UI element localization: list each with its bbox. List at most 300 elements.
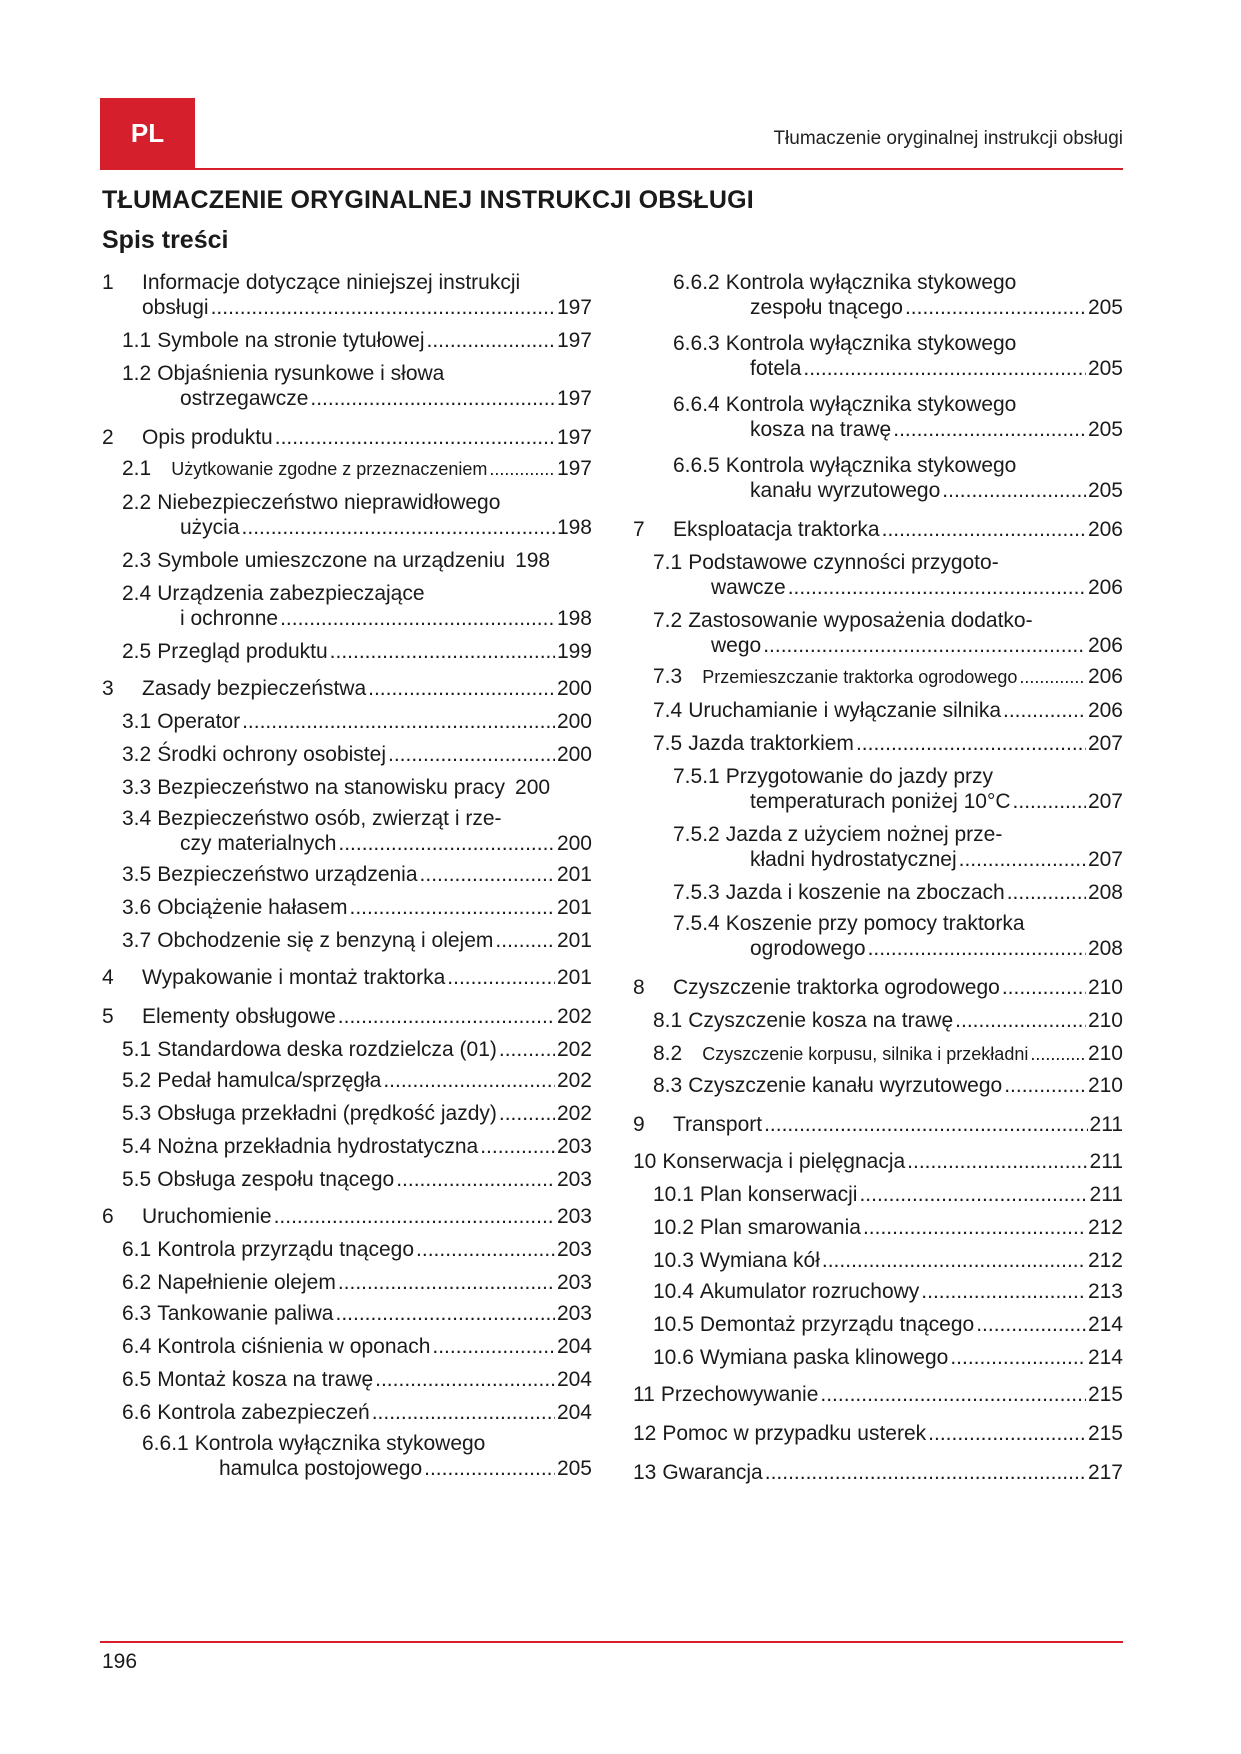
toc-dot-leader xyxy=(310,386,555,411)
toc-entry-title: wego xyxy=(711,634,762,657)
toc-entry-page: 217 xyxy=(1087,1461,1123,1484)
toc-entry-number: 10.3 xyxy=(653,1249,694,1272)
toc-entry[interactable] xyxy=(633,664,1123,690)
toc-dot-leader xyxy=(396,1167,555,1192)
toc-entry-number: 5.4 xyxy=(122,1135,152,1158)
toc-entry-number: 3.6 xyxy=(122,896,152,919)
toc-entry-number: 2.4 xyxy=(122,582,152,605)
toc-entry-page: 214 xyxy=(1087,1346,1123,1369)
toc-entry-title: Jazda i koszenie na zboczach xyxy=(725,881,1005,904)
toc-entry[interactable] xyxy=(102,862,592,887)
toc-dot-leader xyxy=(495,928,555,953)
toc-entry[interactable] xyxy=(102,1334,592,1359)
toc-entry-title: Nożna przekładnia hydrostatyczna xyxy=(157,1135,479,1158)
toc-entry-number: 5.3 xyxy=(122,1102,152,1125)
toc-entry-title: Czyszczenie korpusu, silnika i przekładni xyxy=(702,1044,1029,1064)
toc-entry-number: 6.6.1 xyxy=(142,1432,189,1455)
toc-entry-title: Tankowanie paliwa xyxy=(157,1302,334,1325)
toc-entry-page: 215 xyxy=(1087,1422,1123,1445)
toc-entry[interactable] xyxy=(633,331,1123,381)
toc-entry-number: 3.3 xyxy=(122,776,152,799)
toc-entry[interactable] xyxy=(102,928,592,953)
toc-entry[interactable] xyxy=(102,1134,592,1159)
toc-entry-number: 10.5 xyxy=(653,1313,694,1336)
toc-entry[interactable] xyxy=(633,1041,1123,1067)
toc-entry-page: 210 xyxy=(1087,976,1123,999)
toc-dot-leader xyxy=(242,709,555,734)
toc-entry-title: Czyszczenie kanału wyrzutowego xyxy=(688,1074,1003,1097)
toc-entry[interactable] xyxy=(633,1008,1123,1033)
toc-entry[interactable] xyxy=(633,880,1123,905)
toc-entry-page: 202 xyxy=(556,1005,592,1028)
toc-heading: Spis treści xyxy=(102,226,229,254)
toc-entry-title: Transport xyxy=(673,1113,763,1136)
toc-dot-leader xyxy=(788,575,1086,600)
toc-entry-page: 198 xyxy=(556,607,592,630)
toc-entry-page: 205 xyxy=(1087,296,1123,319)
toc-dot-leader xyxy=(375,1367,555,1392)
toc-dot-leader xyxy=(893,417,1086,442)
toc-entry-number: 3.5 xyxy=(122,863,152,886)
toc-entry-number: 7.2 xyxy=(653,609,683,632)
toc-entry-title: i ochronne xyxy=(180,607,279,630)
toc-entry-page: 203 xyxy=(556,1238,592,1261)
toc-entry-page: 201 xyxy=(556,896,592,919)
toc-dot-leader xyxy=(372,1400,555,1425)
toc-entry-title-line1: Urządzenia zabezpieczające xyxy=(157,582,425,605)
toc-entry-number: 7 xyxy=(633,518,645,541)
toc-entry-number: 10 xyxy=(633,1150,657,1173)
toc-entry-title: ostrzegawcze xyxy=(180,387,309,410)
toc-entry[interactable] xyxy=(102,456,592,482)
toc-entry-title-line1: Podstawowe czynności przygoto- xyxy=(688,551,999,574)
toc-dot-leader xyxy=(863,1215,1086,1240)
toc-entry[interactable] xyxy=(102,270,592,320)
toc-dot-leader xyxy=(764,1112,1087,1137)
toc-entry-title: Opis produktu xyxy=(142,426,273,449)
toc-entry-title: Pomoc w przypadku usterek xyxy=(662,1422,927,1445)
toc-entry-number: 1.1 xyxy=(122,329,152,352)
toc-entry-page: 212 xyxy=(1087,1216,1123,1239)
toc-entry[interactable] xyxy=(633,517,1123,542)
toc-dot-leader xyxy=(447,965,555,990)
toc-dot-leader xyxy=(489,457,555,482)
toc-entry[interactable] xyxy=(102,490,592,540)
toc-entry-page: 202 xyxy=(556,1069,592,1092)
toc-entry[interactable] xyxy=(102,425,592,450)
toc-entry-page: 204 xyxy=(556,1401,592,1424)
toc-entry-page: 207 xyxy=(1087,732,1123,755)
toc-dot-leader xyxy=(950,1345,1086,1370)
toc-dot-leader xyxy=(338,831,555,856)
toc-dot-leader xyxy=(368,676,555,701)
page-number: 196 xyxy=(102,1650,138,1673)
toc-entry[interactable] xyxy=(102,775,592,800)
toc-entry-title-line1: Kontrola wyłącznika stykowego xyxy=(725,454,1017,477)
toc-entry-number: 12 xyxy=(633,1422,657,1445)
toc-entry-page: 206 xyxy=(1087,576,1123,599)
toc-entry-number: 8.3 xyxy=(653,1074,683,1097)
toc-entry-title: Operator xyxy=(157,710,241,733)
toc-entry-page: 204 xyxy=(556,1335,592,1358)
toc-entry-number: 6.4 xyxy=(122,1335,152,1358)
toc-entry-title: Standardowa deska rozdzielcza (01) xyxy=(157,1038,497,1061)
toc-entry-number: 6.6 xyxy=(122,1401,152,1424)
toc-entry-title-line1: Zastosowanie wyposażenia dodatko- xyxy=(688,609,1033,632)
toc-entry-page: 206 xyxy=(1087,518,1123,541)
toc-entry-title-line1: Bezpieczeństwo osób, zwierząt i rze- xyxy=(157,807,502,830)
toc-entry-number: 4 xyxy=(102,966,114,989)
toc-entry[interactable] xyxy=(633,270,1123,320)
toc-entry-title: Napełnienie olejem xyxy=(157,1271,336,1294)
toc-dot-leader xyxy=(1002,975,1086,1000)
toc-dot-leader xyxy=(338,1004,555,1029)
toc-entry[interactable] xyxy=(633,1345,1123,1370)
toc-dot-leader xyxy=(242,515,555,540)
toc-entry-page: 203 xyxy=(556,1135,592,1158)
toc-entry-number: 6.6.4 xyxy=(673,393,720,416)
toc-entry-title: Bezpieczeństwo na stanowisku pracy xyxy=(157,776,506,799)
toc-dot-leader xyxy=(1019,665,1086,690)
toc-entry[interactable] xyxy=(633,698,1123,723)
toc-entry-title: Przegląd produktu xyxy=(157,640,328,663)
toc-entry-title: zespołu tnącego xyxy=(750,296,903,319)
toc-dot-leader xyxy=(1013,789,1086,814)
toc-entry-page: 201 xyxy=(556,863,592,886)
toc-entry-number: 6.3 xyxy=(122,1302,152,1325)
toc-dot-leader xyxy=(499,1037,555,1062)
toc-dot-leader xyxy=(432,1334,555,1359)
toc-dot-leader xyxy=(976,1312,1086,1337)
toc-entry[interactable] xyxy=(633,1112,1123,1137)
toc-dot-leader xyxy=(822,1248,1086,1273)
toc-entry[interactable] xyxy=(633,764,1123,814)
toc-dot-leader xyxy=(763,633,1086,658)
toc-entry[interactable] xyxy=(633,1182,1123,1207)
toc-entry-page: 206 xyxy=(1087,665,1123,688)
toc-dot-leader xyxy=(1007,880,1086,905)
toc-entry-page: 205 xyxy=(1087,357,1123,380)
toc-dot-leader xyxy=(383,1068,555,1093)
toc-entry-number: 7.3 xyxy=(653,665,683,688)
toc-entry-title: Eksploatacja traktorka xyxy=(673,518,880,541)
toc-entry-number: 5 xyxy=(102,1005,114,1028)
toc-entry-page: 199 xyxy=(556,640,592,663)
toc-entry-number: 3.2 xyxy=(122,743,152,766)
toc-entry[interactable] xyxy=(102,1400,592,1425)
toc-entry-page: 203 xyxy=(556,1168,592,1191)
toc-entry-number: 2.2 xyxy=(122,491,152,514)
toc-entry[interactable] xyxy=(633,1149,1123,1174)
toc-dot-leader xyxy=(907,1149,1087,1174)
toc-entry-number: 13 xyxy=(633,1461,657,1484)
toc-entry-page: 215 xyxy=(1087,1383,1123,1406)
toc-entry[interactable] xyxy=(633,731,1123,756)
toc-entry-title: Kontrola ciśnienia w oponach xyxy=(157,1335,431,1358)
toc-entry-page: 201 xyxy=(556,929,592,952)
toc-entry-title: Przemieszczanie traktorka ogrodowego xyxy=(702,667,1018,687)
toc-entry-number: 5.2 xyxy=(122,1069,152,1092)
toc-entry-page: 213 xyxy=(1087,1280,1123,1303)
toc-entry-title: temperaturach poniżej 10°C xyxy=(750,790,1011,813)
toc-entry[interactable] xyxy=(102,742,592,767)
toc-entry-page: 200 xyxy=(556,832,592,855)
toc-entry-title: Czyszczenie kosza na trawę xyxy=(688,1009,954,1032)
toc-entry-number: 3.7 xyxy=(122,929,152,952)
toc-entry[interactable] xyxy=(102,1068,592,1093)
toc-entry-page: 197 xyxy=(556,426,592,449)
toc-dot-leader xyxy=(859,1182,1087,1207)
toc-entry[interactable] xyxy=(633,822,1123,872)
toc-entry-number: 7.5.3 xyxy=(673,881,720,904)
toc-entry-title-line1: Objaśnienia rysunkowe i słowa xyxy=(157,362,445,385)
toc-entry[interactable] xyxy=(102,1204,592,1229)
toc-entry-title: Symbole umieszczone na urządzeniu xyxy=(157,549,506,572)
toc-entry[interactable] xyxy=(102,1270,592,1295)
toc-entry-number: 6.1 xyxy=(122,1238,152,1261)
toc-entry[interactable] xyxy=(102,895,592,920)
toc-entry-page: 198 xyxy=(515,549,551,572)
toc-entry[interactable] xyxy=(633,975,1123,1000)
toc-entry-page: 206 xyxy=(1087,699,1123,722)
toc-dot-leader xyxy=(921,1279,1086,1304)
toc-dot-leader xyxy=(820,1382,1086,1407)
toc-entry-page: 204 xyxy=(556,1368,592,1391)
toc-dot-leader xyxy=(349,895,554,920)
toc-dot-leader xyxy=(427,328,555,353)
toc-entry[interactable] xyxy=(102,965,592,990)
toc-entry[interactable] xyxy=(102,1367,592,1392)
toc-entry-number: 9 xyxy=(633,1113,645,1136)
toc-entry-page: 203 xyxy=(556,1302,592,1325)
toc-entry-title: fotela xyxy=(750,357,802,380)
toc-entry-number: 3.1 xyxy=(122,710,152,733)
toc-entry[interactable] xyxy=(102,709,592,734)
toc-dot-leader xyxy=(765,1460,1086,1485)
toc-entry-page: 212 xyxy=(1087,1249,1123,1272)
toc-entry-title: Uruchamianie i wyłączanie silnika xyxy=(688,699,1001,722)
toc-entry-title: Kontrola zabezpieczeń xyxy=(157,1401,370,1424)
toc-entry-number: 10.1 xyxy=(653,1183,694,1206)
toc-entry[interactable] xyxy=(633,392,1123,442)
toc-entry[interactable] xyxy=(102,1167,592,1192)
toc-entry-number: 8.1 xyxy=(653,1009,683,1032)
toc-entry-number: 1.2 xyxy=(122,362,152,385)
toc-entry-title: Bezpieczeństwo urządzenia xyxy=(157,863,418,886)
toc-entry-title: Gwarancja xyxy=(662,1461,763,1484)
toc-entry-page: 208 xyxy=(1087,881,1123,904)
toc-entry-title: Plan konserwacji xyxy=(699,1183,858,1206)
toc-entry-number: 7.1 xyxy=(653,551,683,574)
toc-column-left xyxy=(102,270,592,1481)
toc-entry[interactable] xyxy=(102,548,592,573)
footer-divider xyxy=(100,1641,1123,1643)
toc-dot-leader xyxy=(1004,1073,1086,1098)
toc-entry-number: 7.4 xyxy=(653,699,683,722)
toc-dot-leader xyxy=(856,731,1086,756)
toc-entry-title: Uruchomienie xyxy=(142,1205,272,1228)
toc-entry-number: 3.4 xyxy=(122,807,152,830)
toc-entry[interactable] xyxy=(633,608,1123,658)
toc-entry-page: 205 xyxy=(556,1457,592,1480)
toc-entry-title: Konserwacja i pielęgnacja xyxy=(662,1150,906,1173)
toc-dot-leader xyxy=(882,517,1086,542)
toc-dot-leader xyxy=(211,295,555,320)
toc-entry[interactable] xyxy=(102,581,592,631)
toc-dot-leader xyxy=(1003,698,1086,723)
toc-entry-title: Obciążenie hałasem xyxy=(157,896,348,919)
toc-dot-leader xyxy=(955,1008,1086,1033)
toc-entry-page: 197 xyxy=(556,329,592,352)
toc-dot-leader xyxy=(905,295,1086,320)
toc-entry[interactable] xyxy=(633,1248,1123,1273)
toc-entry-title: Przechowywanie xyxy=(660,1383,819,1406)
toc-entry[interactable] xyxy=(633,453,1123,503)
toc-entry-number: 10.4 xyxy=(653,1280,694,1303)
toc-entry-page: 197 xyxy=(556,457,592,480)
toc-entry-number: 2 xyxy=(102,426,114,449)
toc-entry-number: 5.1 xyxy=(122,1038,152,1061)
toc-entry-page: 206 xyxy=(1087,634,1123,657)
toc-entry-page: 200 xyxy=(515,776,551,799)
toc-entry-page: 205 xyxy=(1087,479,1123,502)
toc-entry-page: 207 xyxy=(1087,848,1123,871)
toc-entry-page: 210 xyxy=(1087,1074,1123,1097)
toc-entry-page: 210 xyxy=(1087,1009,1123,1032)
toc-entry-number: 2.5 xyxy=(122,640,152,663)
toc-entry-title-line1: Kontrola wyłącznika stykowego xyxy=(194,1432,486,1455)
toc-entry-title: Czyszczenie traktorka ogrodowego xyxy=(673,976,1000,999)
toc-entry[interactable] xyxy=(633,1073,1123,1098)
toc-entry-number: 6 xyxy=(102,1205,114,1228)
toc-entry-number: 8.2 xyxy=(653,1042,683,1065)
toc-entry-title: Obsługa przekładni (prędkość jazdy) xyxy=(157,1102,497,1125)
toc-entry-title: użycia xyxy=(180,516,240,539)
toc-entry-title: hamulca postojowego xyxy=(219,1457,423,1480)
toc-entry-number: 6.6.3 xyxy=(673,332,720,355)
toc-entry[interactable] xyxy=(633,1460,1123,1485)
toc-entry-title: Środki ochrony osobistej xyxy=(157,743,386,766)
toc-entry-page: 210 xyxy=(1087,1042,1123,1065)
toc-entry-number: 10.6 xyxy=(653,1346,694,1369)
toc-dot-leader xyxy=(330,639,555,664)
toc-entry-title: Demontaż przyrządu tnącego xyxy=(699,1313,975,1336)
toc-entry-title: Wypakowanie i montaż traktorka xyxy=(142,966,446,989)
toc-entry-number: 2.1 xyxy=(122,457,152,480)
toc-dot-leader xyxy=(274,1204,555,1229)
toc-entry[interactable] xyxy=(633,550,1123,600)
toc-entry-number: 8 xyxy=(633,976,645,999)
language-tab: PL xyxy=(100,98,195,168)
toc-dot-leader xyxy=(420,862,555,887)
toc-entry-page: 203 xyxy=(556,1271,592,1294)
toc-column-right xyxy=(633,270,1123,1485)
toc-entry[interactable] xyxy=(633,1382,1123,1407)
toc-entry-title-line1: Niebezpieczeństwo nieprawidłowego xyxy=(157,491,501,514)
toc-entry[interactable] xyxy=(102,1037,592,1062)
toc-entry-page: 200 xyxy=(556,743,592,766)
toc-dot-leader xyxy=(388,742,555,767)
toc-entry-title: Symbole na stronie tytułowej xyxy=(157,329,425,352)
toc-entry[interactable] xyxy=(633,1279,1123,1304)
toc-entry-page: 201 xyxy=(556,966,592,989)
toc-entry-page: 197 xyxy=(556,296,592,319)
toc-dot-leader xyxy=(942,478,1086,503)
toc-entry-title: Pedał hamulca/sprzęgła xyxy=(157,1069,382,1092)
toc-dot-leader xyxy=(959,847,1086,872)
toc-entry-number: 6.6.5 xyxy=(673,454,720,477)
toc-entry[interactable] xyxy=(633,1312,1123,1337)
toc-entry[interactable] xyxy=(102,328,592,353)
toc-entry[interactable] xyxy=(102,1301,592,1326)
toc-entry-page: 211 xyxy=(1089,1150,1123,1173)
toc-entry[interactable] xyxy=(633,1215,1123,1240)
toc-dot-leader xyxy=(424,1456,555,1481)
toc-entry[interactable] xyxy=(102,1101,592,1126)
toc-entry[interactable] xyxy=(102,639,592,664)
toc-entry-title-line1: Jazda z użyciem nożnej prze- xyxy=(725,823,1003,846)
toc-dot-leader xyxy=(280,606,555,631)
toc-entry-title: Użytkowanie zgodne z przeznaczeniem xyxy=(171,459,488,479)
toc-entry-page: 200 xyxy=(556,677,592,700)
toc-entry-title: Plan smarowania xyxy=(699,1216,861,1239)
toc-entry-number: 7.5 xyxy=(653,732,683,755)
toc-entry-title-line1: Kontrola wyłącznika stykowego xyxy=(725,393,1017,416)
toc-entry-title: Obsługa zespołu tnącego xyxy=(157,1168,395,1191)
toc-entry-title: kanału wyrzutowego xyxy=(750,479,941,502)
header-divider xyxy=(100,168,1123,170)
toc-entry-page: 197 xyxy=(556,387,592,410)
toc-entry-title: Jazda traktorkiem xyxy=(688,732,854,755)
toc-entry-page: 202 xyxy=(556,1102,592,1125)
toc-entry-page: 203 xyxy=(556,1205,592,1228)
toc-dot-leader xyxy=(480,1134,555,1159)
toc-entry-title: Wymiana paska klinowego xyxy=(699,1346,949,1369)
toc-entry-title: wawcze xyxy=(711,576,786,599)
toc-dot-leader xyxy=(416,1237,555,1262)
toc-entry-number: 2.3 xyxy=(122,549,152,572)
toc-entry-page: 211 xyxy=(1089,1113,1123,1136)
running-header-title: Tłumaczenie oryginalnej instrukcji obsługi xyxy=(773,128,1123,149)
toc-entry[interactable] xyxy=(633,1421,1123,1446)
toc-entry-title: Akumulator rozruchowy xyxy=(699,1280,920,1303)
toc-entry-page: 207 xyxy=(1087,790,1123,813)
toc-dot-leader xyxy=(868,936,1086,961)
toc-entry-title-line1: Informacje dotyczące niniejszej instrukcji xyxy=(142,271,521,294)
toc-entry-number: 6.6.2 xyxy=(673,271,720,294)
toc-entry[interactable] xyxy=(102,361,592,411)
toc-entry-number: 11 xyxy=(633,1383,655,1406)
toc-entry[interactable] xyxy=(102,676,592,701)
toc-entry-title: kosza na trawę xyxy=(750,418,892,441)
toc-entry[interactable] xyxy=(102,1431,592,1481)
toc-entry-title-line1: Kontrola wyłącznika stykowego xyxy=(725,332,1017,355)
toc-entry[interactable] xyxy=(102,806,592,856)
toc-entry-page: 198 xyxy=(556,516,592,539)
toc-entry-number: 1 xyxy=(102,271,114,294)
toc-entry-title: Kontrola przyrządu tnącego xyxy=(157,1238,415,1261)
toc-entry-title: Wymiana kół xyxy=(699,1249,820,1272)
toc-dot-leader xyxy=(275,425,555,450)
toc-entry-title: Montaż kosza na trawę xyxy=(157,1368,374,1391)
toc-entry[interactable] xyxy=(102,1237,592,1262)
toc-entry[interactable] xyxy=(102,1004,592,1029)
toc-entry-title: kładni hydrostatycznej xyxy=(750,848,957,871)
toc-entry-title: ogrodowego xyxy=(750,937,866,960)
toc-entry-number: 7.5.4 xyxy=(673,912,720,935)
toc-entry[interactable] xyxy=(633,911,1123,961)
toc-dot-leader xyxy=(928,1421,1086,1446)
